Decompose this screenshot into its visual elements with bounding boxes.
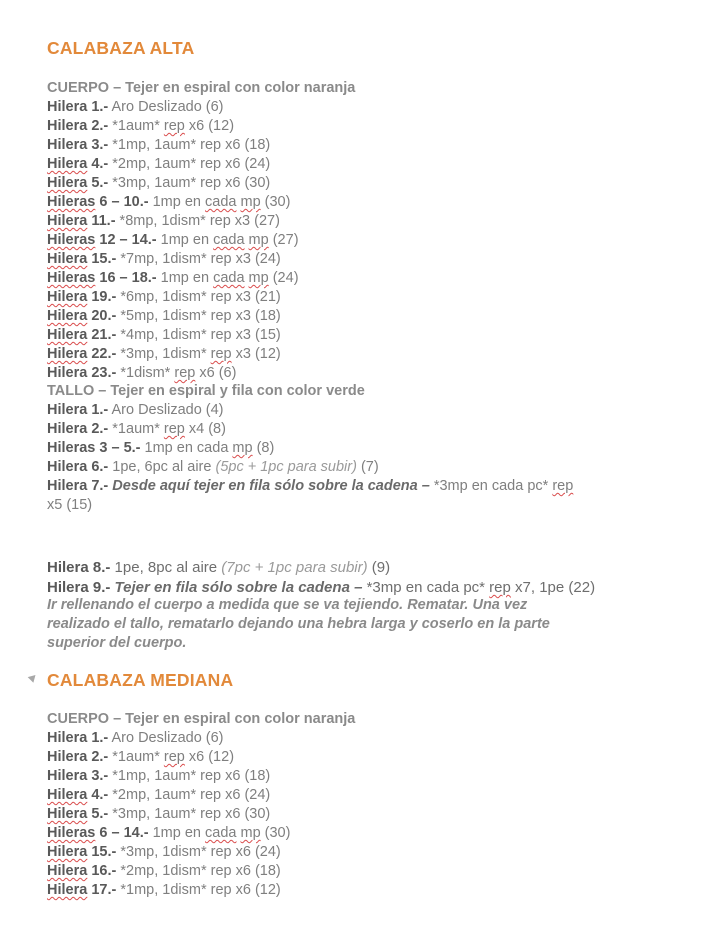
row-tallo-3-5: Hileras 3 – 5.- 1mp en cada mp (8) xyxy=(47,440,275,456)
tallo-label: TALLO xyxy=(47,383,95,399)
row-mediana-16: Hilera 16.- *2mp, 1dism* rep x6 (18) xyxy=(47,863,281,879)
cuerpo-subheading xyxy=(47,79,355,98)
mediana-cuerpo-label: CUERPO xyxy=(47,711,110,727)
heading-calabaza-mediana: CALABAZA MEDIANA xyxy=(47,670,234,690)
row-alta-5: Hilera 5.- *3mp, 1aum* rep x6 (30) xyxy=(47,175,271,191)
row-mediana-3: Hilera 3.- *1mp, 1aum* rep x6 (18) xyxy=(47,768,271,784)
cuerpo-label: CUERPO xyxy=(47,80,110,96)
row-tallo-8: Hilera 8.- 1pe, 8pc al aire (7pc + 1pc para subir) (9) xyxy=(47,559,391,576)
row-alta-4: Hilera 4.- *2mp, 1aum* rep x6 (24) xyxy=(47,156,271,172)
row-tallo-6: Hilera 6.- 1pe, 6pc al aire (5pc + 1pc para subir) (7) xyxy=(47,459,379,475)
mediana-cuerpo-subheading xyxy=(47,710,355,729)
row-alta-6-10: Hileras 6 – 10.- 1mp en cada mp (30) xyxy=(47,194,291,210)
row-alta-21: Hilera 21.- *4mp, 1dism* rep x3 (15) xyxy=(47,327,281,343)
row-alta-15: Hilera 15.- *7mp, 1dism* rep x3 (24) xyxy=(47,251,281,267)
row-alta-20: Hilera 20.- *5mp, 1dism* rep x3 (18) xyxy=(47,308,281,324)
row-alta-11: Hilera 11.- *8mp, 1dism* rep x3 (27) xyxy=(47,213,280,229)
row-alta-23: Hilera 23.- *1dism* rep x6 (6) xyxy=(47,365,237,381)
row-mediana-6-14: Hileras 6 – 14.- 1mp en cada mp (30) xyxy=(47,825,291,841)
collapse-heading-icon[interactable] xyxy=(28,672,39,683)
row-alta-3: Hilera 3.- *1mp, 1aum* rep x6 (18) xyxy=(47,137,271,153)
mediana-cuerpo-instruction: – Tejer en espiral con color naranja xyxy=(109,711,356,727)
row-mediana-5: Hilera 5.- *3mp, 1aum* rep x6 (30) xyxy=(47,806,271,822)
row-alta-1: Hilera 1.- Aro Deslizado (6) xyxy=(47,99,224,115)
row-mediana-4: Hilera 4.- *2mp, 1aum* rep x6 (24) xyxy=(47,787,271,803)
row-tallo-7: Hilera 7.- Desde aquí tejer en fila sólo sobre la cadena – *3mp en cada pc* rep xyxy=(47,478,574,494)
row-mediana-1: Hilera 1.- Aro Deslizado (6) xyxy=(47,730,224,746)
note-line-2: realizado el tallo, rematarlo dejando una hebra larga y coserlo en la parte xyxy=(47,616,550,632)
row-tallo-7-continued: x5 (15) xyxy=(47,497,93,513)
row-alta-16-18: Hileras 16 – 18.- 1mp en cada mp (24) xyxy=(47,270,299,286)
row-mediana-2: Hilera 2.- *1aum* rep x6 (12) xyxy=(47,749,235,765)
tallo-instruction: – Tejer en espiral y fila con color verde xyxy=(94,383,365,399)
row-tallo-9: Hilera 9.- Tejer en fila sólo sobre la cadena – *3mp en cada pc* rep x7, 1pe (22) xyxy=(47,579,596,596)
row-alta-12-14: Hileras 12 – 14.- 1mp en cada mp (27) xyxy=(47,232,299,248)
note-line-3: superior del cuerpo. xyxy=(47,635,187,651)
cuerpo-instruction: – Tejer en espiral con color naranja xyxy=(109,80,356,96)
note-line-1: Ir rellenando el cuerpo a medida que se va tejiendo. Rematar. Una vez xyxy=(47,597,528,613)
tallo-subheading xyxy=(47,382,365,401)
heading-calabaza-alta: CALABAZA ALTA xyxy=(47,38,195,58)
row-tallo-2: Hilera 2.- *1aum* rep x4 (8) xyxy=(47,421,226,437)
row-tallo-1: Hilera 1.- Aro Deslizado (4) xyxy=(47,402,224,418)
row-alta-2: Hilera 2.- *1aum* rep x6 (12) xyxy=(47,118,235,134)
row-alta-22: Hilera 22.- *3mp, 1dism* rep x3 (12) xyxy=(47,346,281,362)
row-mediana-17: Hilera 17.- *1mp, 1dism* rep x6 (12) xyxy=(47,882,281,898)
row-alta-19: Hilera 19.- *6mp, 1dism* rep x3 (21) xyxy=(47,289,281,305)
row-mediana-15: Hilera 15.- *3mp, 1dism* rep x6 (24) xyxy=(47,844,281,860)
